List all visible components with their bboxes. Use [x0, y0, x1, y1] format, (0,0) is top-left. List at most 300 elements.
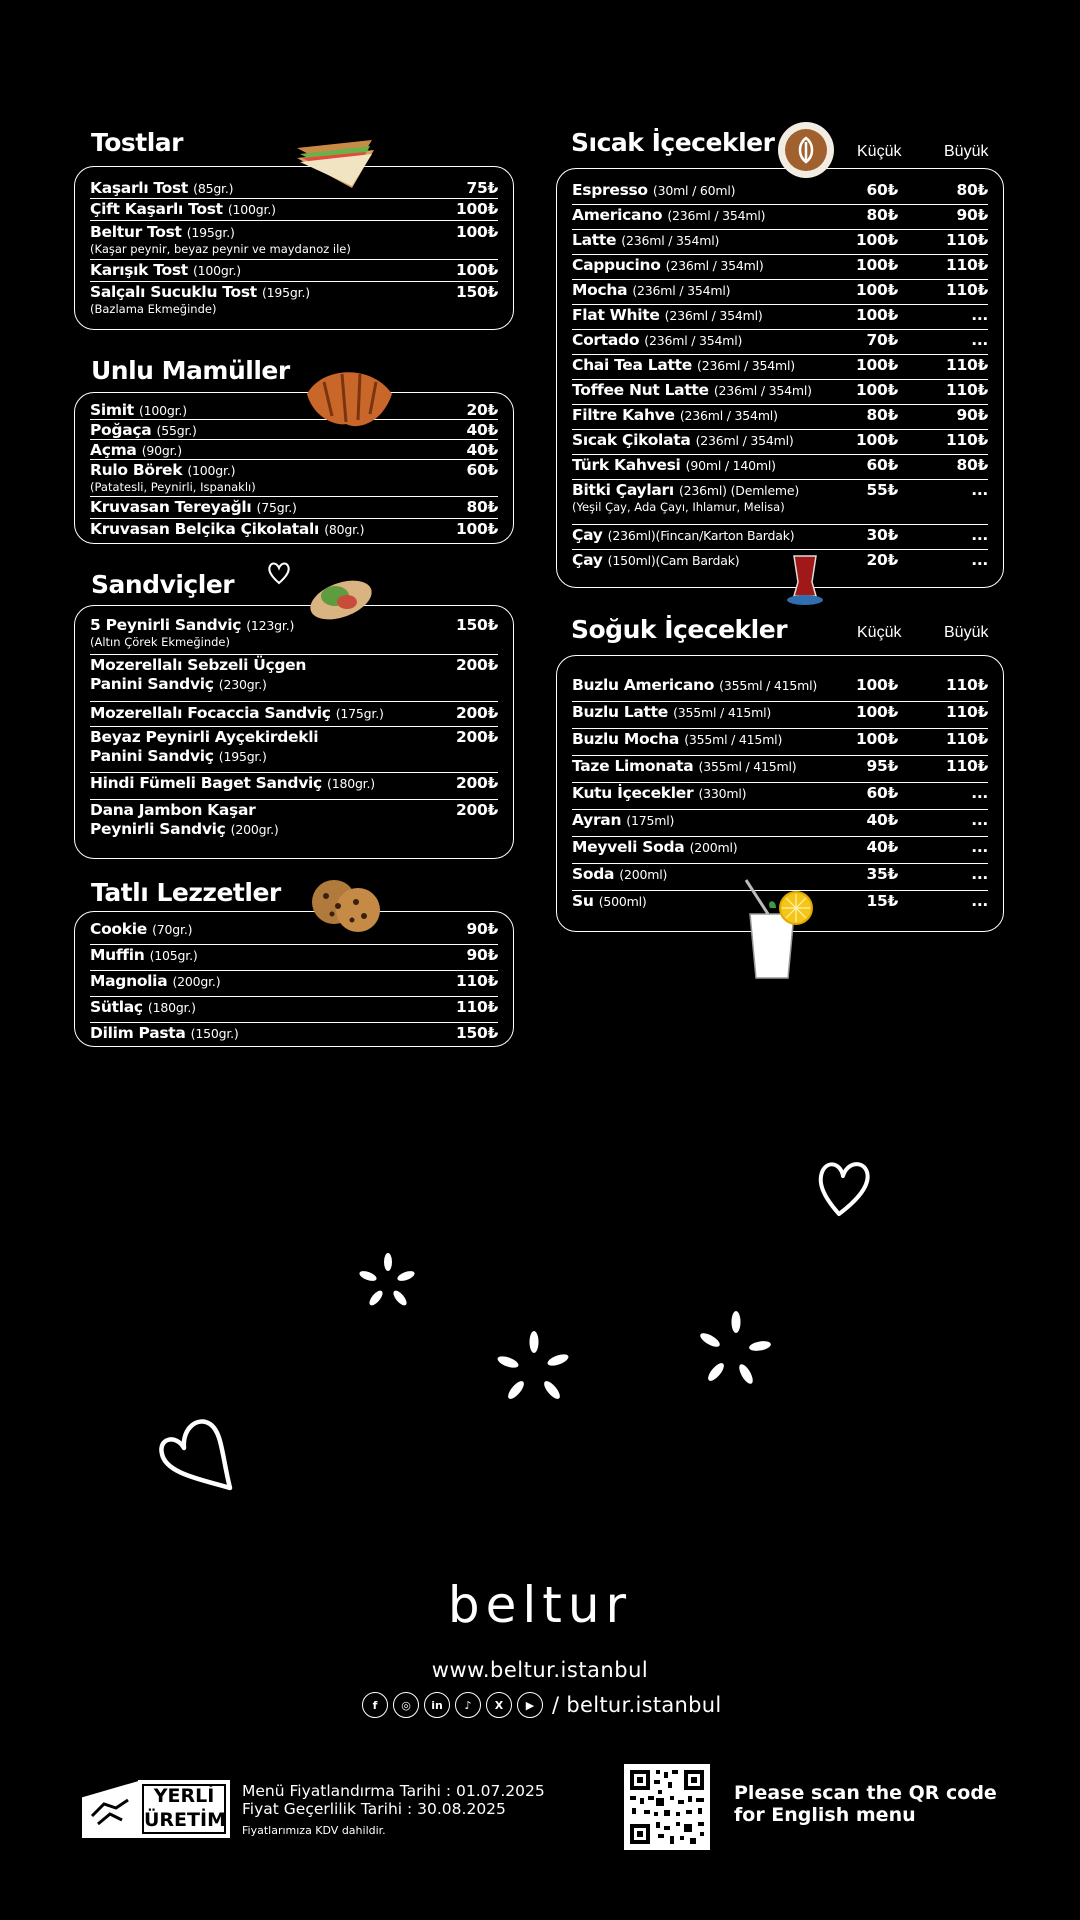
item-size: (195gr.) [186, 225, 235, 240]
yerli-uretim-badge [82, 1780, 230, 1838]
item-name-line [90, 704, 384, 723]
column-header-large: Büyük [944, 143, 989, 160]
item-name-cont: Peynirli Sandviç [90, 820, 226, 838]
qr-instruction-line-1: Please scan the QR code [734, 1782, 997, 1804]
lemonade-glass-illustration [740, 878, 820, 984]
menu-item [572, 703, 988, 729]
item-price: 150₺ [456, 616, 498, 634]
menu-item [90, 774, 498, 800]
item-price-small: 100₺ [856, 676, 898, 694]
item-name: Buzlu Mocha [572, 730, 680, 748]
item-price-small: 100₺ [856, 356, 898, 374]
item-size: (175ml) [626, 813, 675, 828]
item-size: (236ml / 354ml) [644, 333, 743, 348]
item-name: Dilim Pasta [90, 1024, 186, 1042]
item-name-line [90, 972, 220, 991]
item-name: Buzlu Americano [572, 676, 715, 694]
item-name: Mozerellalı Focaccia Sandviç [90, 704, 331, 722]
item-name: Taze Limonata [572, 757, 694, 775]
section-title-sandvicler: Sandviçler [91, 570, 235, 599]
item-size: (75gr.) [256, 500, 297, 515]
item-name-line [572, 784, 746, 803]
item-price-large: 110₺ [946, 431, 988, 449]
item-name-line [90, 283, 310, 302]
menu-item [90, 421, 498, 440]
menu-item [572, 306, 988, 330]
item-price: 150₺ [456, 1024, 498, 1042]
menu-item [90, 704, 498, 727]
menu-item [90, 223, 498, 260]
item-price: 40₺ [466, 441, 498, 459]
item-name-line [90, 200, 276, 219]
item-name: Toffee Nut Latte [572, 381, 709, 399]
item-price-small: 100₺ [856, 281, 898, 299]
item-name: Sütlaç [90, 998, 143, 1016]
item-name-line [572, 838, 737, 857]
vat-note: Fiyatlarımıza KDV dahildir. [242, 1824, 386, 1837]
section-title-soguk: Soğuk İçecekler [571, 615, 788, 644]
brand-logo: beltur [447, 1576, 633, 1634]
item-name: Latte [572, 231, 617, 249]
item-price-small: 80₺ [866, 206, 898, 224]
item-size: (200ml) [619, 867, 668, 882]
item-price: 110₺ [456, 972, 498, 990]
item-name-line [572, 181, 735, 200]
item-name-line [90, 801, 255, 820]
facebook-icon[interactable]: f [362, 1692, 388, 1718]
item-size: (90gr.) [141, 443, 182, 458]
item-price-small: 35₺ [866, 865, 898, 883]
menu-item [572, 811, 988, 837]
item-name: Kaşarlı Tost [90, 179, 189, 197]
item-price-large: ... [971, 331, 988, 349]
heart-outline-icon [156, 1410, 236, 1494]
item-name: Kruvasan Belçika Çikolatalı [90, 520, 320, 538]
item-name-line [90, 920, 192, 939]
item-name: Karışık Tost [90, 261, 188, 279]
item-price: 100₺ [456, 223, 498, 241]
item-size: (236ml / 354ml) [665, 258, 764, 273]
item-price: 100₺ [456, 261, 498, 279]
item-price: 20₺ [466, 401, 498, 419]
menu-item [90, 946, 498, 971]
item-size: (200ml) [689, 840, 738, 855]
item-price: 200₺ [456, 656, 498, 674]
item-price-small: 100₺ [856, 256, 898, 274]
item-name-line [572, 456, 776, 475]
menu-item [572, 456, 988, 480]
item-price-large: ... [971, 526, 988, 544]
item-name: Simit [90, 401, 134, 419]
item-name-line [572, 865, 667, 884]
item-name: Cortado [572, 331, 640, 349]
item-size: (355ml / 415ml) [698, 759, 797, 774]
item-size: (236ml / 354ml) [667, 208, 766, 223]
item-name-line [90, 616, 294, 635]
item-description: (Patatesli, Peynirli, Ispanaklı) [90, 480, 256, 494]
item-price-small: 40₺ [866, 838, 898, 856]
item-price: 80₺ [466, 498, 498, 516]
item-name-line [572, 811, 674, 830]
croissant-illustration [302, 364, 397, 432]
item-size: (236ml / 354ml) [664, 308, 763, 323]
item-name-line [572, 256, 764, 275]
sparkle-icon [356, 1250, 420, 1314]
item-price-small: 100₺ [856, 431, 898, 449]
item-size: (200gr.) [230, 822, 279, 837]
item-price-small: 95₺ [866, 757, 898, 775]
item-name: Flat White [572, 306, 660, 324]
cookies-illustration [306, 876, 386, 936]
qr-code[interactable] [624, 1764, 710, 1850]
menu-item [90, 461, 498, 497]
item-name: Kruvasan Tereyağlı [90, 498, 252, 516]
sparkle-icon [494, 1330, 574, 1412]
menu-item [90, 616, 498, 655]
item-size: (236ml) (Demleme) [678, 483, 800, 498]
menu-item [572, 757, 988, 783]
item-price-large: ... [971, 811, 988, 829]
item-price-large: ... [971, 481, 988, 499]
item-price-small: 100₺ [856, 730, 898, 748]
item-name: Mocha [572, 281, 628, 299]
item-price-large: 110₺ [946, 256, 988, 274]
item-price-large: 80₺ [956, 456, 988, 474]
sandwich-illustration [292, 136, 382, 196]
item-name: Türk Kahvesi [572, 456, 681, 474]
badge-line-1: YERLİ [153, 1785, 215, 1807]
item-price: 90₺ [466, 946, 498, 964]
item-size: (90ml / 140ml) [685, 458, 776, 473]
item-name-line-2 [90, 747, 267, 766]
item-name-line [90, 223, 235, 242]
item-price: 100₺ [456, 200, 498, 218]
item-name-line [572, 526, 794, 545]
item-name-line [572, 206, 765, 225]
item-name-line [90, 774, 375, 793]
menu-item [572, 551, 988, 575]
item-price: 90₺ [466, 920, 498, 938]
menu-item [572, 331, 988, 355]
item-name-line [572, 431, 794, 450]
menu-item [572, 676, 988, 702]
item-name: Cookie [90, 920, 148, 938]
menu-item [572, 281, 988, 305]
menu-item [90, 972, 498, 997]
menu-item [90, 728, 498, 773]
item-name-line-2 [90, 820, 279, 839]
menu-item [572, 730, 988, 756]
item-name-line [572, 231, 719, 250]
item-size: (105gr.) [149, 948, 198, 963]
menu-item [572, 481, 988, 525]
item-name: Salçalı Sucuklu Tost [90, 283, 257, 301]
item-price-large: 110₺ [946, 381, 988, 399]
item-price-small: 20₺ [866, 551, 898, 569]
social-links [362, 1692, 722, 1718]
menu-box-sicak [556, 168, 1004, 588]
item-size: (230gr.) [218, 677, 267, 692]
item-price-large: ... [971, 865, 988, 883]
item-price-small: 100₺ [856, 231, 898, 249]
item-name-line [572, 676, 817, 695]
item-size: (150gr.) [190, 1026, 239, 1041]
item-price-small: 55₺ [866, 481, 898, 499]
item-name-line [90, 998, 196, 1017]
item-price: 200₺ [456, 704, 498, 722]
item-name: Buzlu Latte [572, 703, 668, 721]
item-price-small: 100₺ [856, 703, 898, 721]
item-price-large: ... [971, 784, 988, 802]
item-size: (236ml / 354ml) [695, 433, 794, 448]
item-price-small: 60₺ [866, 784, 898, 802]
item-price-large: 110₺ [946, 757, 988, 775]
item-description: (Kaşar peynir, beyaz peynir ve maydanoz ile) [90, 242, 351, 256]
item-name: Cappucino [572, 256, 661, 274]
menu-item [90, 656, 498, 702]
item-name: Çift Kaşarlı Tost [90, 200, 223, 218]
item-size: (195gr.) [262, 285, 310, 300]
menu-item [90, 520, 498, 542]
item-name: Ayran [572, 811, 622, 829]
sparkle-icon [694, 1310, 774, 1394]
item-price-small: 60₺ [866, 181, 898, 199]
badge-line-2: ÜRETİM [144, 1809, 226, 1831]
item-price-large: 110₺ [946, 703, 988, 721]
item-price: 200₺ [456, 774, 498, 792]
item-name-line [572, 331, 742, 350]
item-price-small: 40₺ [866, 811, 898, 829]
item-name: Hindi Fümeli Baget Sandviç [90, 774, 322, 792]
pricing-date: Menü Fiyatlandırma Tarihi : 01.07.2025 [242, 1782, 545, 1800]
item-name: Dana Jambon Kaşar [90, 801, 256, 819]
section-title-unlu: Unlu Mamüller [91, 356, 290, 385]
item-name-line [90, 421, 197, 440]
item-name: Muffin [90, 946, 145, 964]
section-title-sicak: Sıcak İçecekler [571, 128, 775, 157]
item-size: (150ml)(Cam Bardak) [607, 553, 740, 568]
menu-item [90, 200, 498, 221]
item-name: Su [572, 892, 594, 910]
item-size: (236ml / 354ml) [713, 383, 812, 398]
item-name: Çay [572, 551, 603, 569]
item-price-large: ... [971, 551, 988, 569]
linkedin-icon[interactable]: in [424, 1692, 450, 1718]
item-name: Meyveli Soda [572, 838, 685, 856]
item-price-small: 70₺ [866, 331, 898, 349]
menu-item [572, 206, 988, 230]
item-size: (100gr.) [138, 403, 187, 418]
item-name: Mozerellalı Sebzeli Üçgen [90, 656, 307, 674]
item-size: (236ml)(Fincan/Karton Bardak) [607, 528, 795, 543]
menu-item [572, 431, 988, 455]
item-name: Americano [572, 206, 663, 224]
item-size: (330ml) [698, 786, 747, 801]
item-price-small: 30₺ [866, 526, 898, 544]
item-size: (80gr.) [324, 522, 365, 537]
item-price-large: 80₺ [956, 181, 988, 199]
item-price-large: 110₺ [946, 231, 988, 249]
item-size: (200gr.) [172, 974, 221, 989]
item-name-line [572, 757, 796, 776]
item-description: (Altın Çörek Ekmeğinde) [90, 635, 230, 649]
item-name-line [572, 703, 771, 722]
item-name-line [572, 406, 778, 425]
item-name-cont: Panini Sandviç [90, 675, 214, 693]
item-name-line [90, 728, 318, 747]
item-name: Chai Tea Latte [572, 356, 692, 374]
menu-box-sandvicler [74, 605, 514, 859]
item-name-line [90, 461, 235, 480]
item-name-line [90, 520, 364, 539]
item-price: 110₺ [456, 998, 498, 1016]
item-size: (100gr.) [192, 263, 241, 278]
item-price-small: 80₺ [866, 406, 898, 424]
menu-item [572, 526, 988, 550]
item-price: 200₺ [456, 728, 498, 746]
item-name-line [90, 179, 233, 198]
item-size: (355ml / 415ml) [673, 705, 772, 720]
item-name-line [572, 551, 739, 570]
item-price: 100₺ [456, 520, 498, 538]
item-price-large: ... [971, 892, 988, 910]
item-name: Espresso [572, 181, 648, 199]
menu-item [90, 920, 498, 945]
item-name: Rulo Börek [90, 461, 183, 479]
item-size: (175gr.) [335, 706, 384, 721]
item-name-line-2 [90, 675, 267, 694]
column-header-large: Büyük [944, 624, 989, 641]
section-title-tostlar: Tostlar [91, 128, 184, 157]
item-price-large: 110₺ [946, 730, 988, 748]
item-name-line [90, 401, 187, 420]
heart-outline-icon [815, 1156, 873, 1218]
menu-item [90, 801, 498, 845]
item-price-small: 100₺ [856, 381, 898, 399]
item-size: (355ml / 415ml) [719, 678, 818, 693]
item-name-line [572, 306, 763, 325]
item-name: Kutu İçecekler [572, 784, 694, 802]
item-name-line [90, 946, 198, 965]
item-price: 40₺ [466, 421, 498, 439]
menu-item [572, 256, 988, 280]
item-size: (123gr.) [246, 618, 295, 633]
tea-glass-illustration [784, 552, 826, 608]
menu-box-unlu [74, 392, 514, 544]
item-size: (30ml / 60ml) [652, 183, 736, 198]
website-link[interactable]: www.beltur.istanbul [431, 1658, 649, 1682]
item-size: (236ml / 354ml) [621, 233, 720, 248]
item-size: (236ml / 354ml) [697, 358, 795, 373]
item-size: (195gr.) [218, 749, 267, 764]
item-size: (85gr.) [193, 181, 234, 196]
item-size: (180gr.) [147, 1000, 196, 1015]
menu-item [572, 784, 988, 810]
youtube-icon[interactable]: ▶ [517, 1692, 543, 1718]
item-name: Poğaça [90, 421, 152, 439]
item-name-line [572, 892, 647, 911]
item-price-large: 90₺ [956, 406, 988, 424]
item-name-line [90, 261, 241, 280]
item-name: Açma [90, 441, 137, 459]
item-price-small: 60₺ [866, 456, 898, 474]
item-name: Beyaz Peynirli Ayçekirdekli [90, 728, 319, 746]
item-size: (100gr.) [227, 202, 276, 217]
heart-small-icon [266, 560, 292, 586]
latte-cup-illustration [776, 120, 836, 180]
menu-item [572, 838, 988, 864]
item-size: (500ml) [598, 894, 647, 909]
item-name: 5 Peynirli Sandviç [90, 616, 242, 634]
tiktok-icon[interactable]: ♪ [455, 1692, 481, 1718]
item-name-line [572, 381, 812, 400]
item-price-large: ... [971, 838, 988, 856]
item-size: (70gr.) [152, 922, 193, 937]
menu-item [90, 441, 498, 460]
menu-item [90, 1024, 498, 1046]
menu-item [90, 261, 498, 282]
menu-item [572, 406, 988, 430]
item-name-line [572, 356, 795, 375]
item-description: (Bazlama Ekmeğinde) [90, 302, 217, 316]
item-name-line [572, 281, 730, 300]
instagram-icon[interactable]: ◎ [393, 1692, 419, 1718]
menu-item [572, 356, 988, 380]
item-price-large: 110₺ [946, 676, 988, 694]
menu-item [90, 998, 498, 1023]
qr-instruction-line-2: for English menu [734, 1804, 916, 1826]
item-name: Filtre Kahve [572, 406, 675, 424]
x-icon[interactable]: X [486, 1692, 512, 1718]
item-name-cont: Panini Sandviç [90, 747, 214, 765]
item-name: Çay [572, 526, 603, 544]
item-price-large: 110₺ [946, 281, 988, 299]
column-header-small: Küçük [857, 143, 902, 160]
item-size: (100gr.) [187, 463, 236, 478]
item-price: 60₺ [466, 461, 498, 479]
item-name-line [572, 481, 799, 500]
item-price-large: ... [971, 306, 988, 324]
wrap-sandwich-illustration [305, 574, 377, 626]
item-price-large: 110₺ [946, 356, 988, 374]
column-header-small: Küçük [857, 624, 902, 641]
menu-item [90, 401, 498, 420]
item-name: Magnolia [90, 972, 168, 990]
item-price-small: 100₺ [856, 306, 898, 324]
validity-date: Fiyat Geçerlilik Tarihi : 30.08.2025 [242, 1800, 506, 1818]
item-name-line [572, 730, 782, 749]
item-name-line [90, 656, 306, 675]
item-name: Soda [572, 865, 615, 883]
menu-item [572, 381, 988, 405]
item-size: (180gr.) [327, 776, 375, 791]
section-title-tatli: Tatlı Lezzetler [91, 878, 281, 907]
item-name-line [90, 441, 182, 460]
item-price: 150₺ [456, 283, 498, 301]
item-size: (355ml / 415ml) [684, 732, 783, 747]
item-price: 200₺ [456, 801, 498, 819]
item-name-line [90, 498, 297, 517]
menu-box-tatli [74, 911, 514, 1047]
item-size: (236ml / 354ml) [632, 283, 731, 298]
item-price-large: 90₺ [956, 206, 988, 224]
item-name-line [90, 1024, 239, 1043]
item-size: (236ml / 354ml) [679, 408, 778, 423]
menu-item [90, 283, 498, 321]
social-handle[interactable]: / beltur.istanbul [552, 1693, 722, 1717]
item-size: (55gr.) [156, 423, 197, 438]
item-name: Sıcak Çikolata [572, 431, 691, 449]
